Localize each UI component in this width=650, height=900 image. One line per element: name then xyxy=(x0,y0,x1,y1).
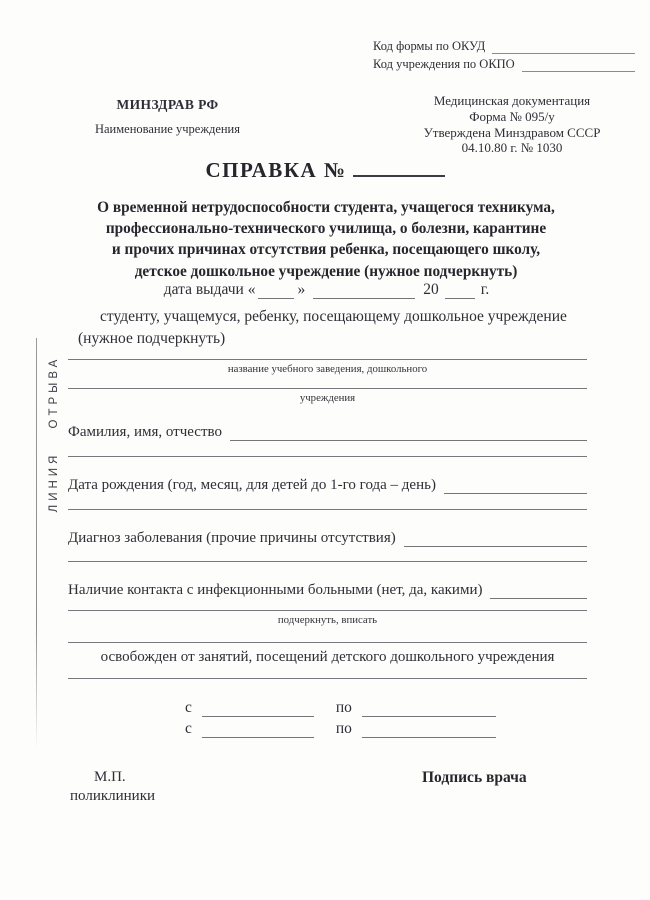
contact-caption: подчеркнуть, вписать xyxy=(277,614,378,626)
document-meta-block xyxy=(398,93,626,156)
tear-line-rule xyxy=(36,338,37,750)
period-from-blank xyxy=(202,722,314,738)
name-field-blank xyxy=(230,425,587,441)
issue-day-blank xyxy=(258,283,294,299)
period-to-blank xyxy=(362,722,496,738)
recipient-paragraph: студенту, учащемуся, ребенку, посещающему дошкольное учреждение (нужное подчеркнуть) xyxy=(78,308,567,347)
issue-date-row xyxy=(68,281,585,299)
diagnosis-field-blank xyxy=(404,531,587,547)
okpo-code-blank xyxy=(522,57,635,72)
period-from-blank xyxy=(202,701,314,717)
okud-code-label: Код формы по ОКУД xyxy=(373,39,486,53)
ruled-line xyxy=(68,561,587,562)
diagnosis-field-label: Диагноз заболевания (прочие причины отсутствия) xyxy=(68,530,396,546)
release-statement: освобожден от занятий, посещений детского дошкольного учреждения xyxy=(100,649,555,665)
ruled-line xyxy=(68,456,587,457)
diagnosis-field-row xyxy=(68,530,587,547)
issue-year-blank xyxy=(445,283,475,299)
okpo-code-row xyxy=(373,57,635,72)
ruled-line xyxy=(68,509,587,510)
period-from-label: с xyxy=(185,720,192,737)
period-row-2 xyxy=(185,720,496,738)
institution-caption-line2: учреждения xyxy=(299,392,356,404)
form-title-label: СПРАВКА № xyxy=(205,158,347,182)
certificate-number-blank xyxy=(353,156,445,177)
open-quote: « xyxy=(247,281,256,298)
ruled-line xyxy=(68,678,587,679)
issue-month-blank xyxy=(313,283,415,299)
okud-code-row xyxy=(373,39,635,54)
subject-line: О временной нетрудоспособности студента, учащегося техникума, xyxy=(97,199,555,216)
subject-line: и прочих причинах отсутствия ребенка, посещающего школу, xyxy=(111,241,541,259)
form-title xyxy=(0,156,650,183)
year-suffix: г. xyxy=(480,281,490,298)
period-to-blank xyxy=(362,701,496,717)
subject-line: детское дошкольное учреждение (нужное подчеркнуть) xyxy=(134,262,518,280)
meta-line: 04.10.80 г. № 1030 xyxy=(461,140,563,156)
issuer-block xyxy=(70,97,265,137)
period-row-1 xyxy=(185,699,496,717)
institution-caption-line1: название учебного заведения, дошкольного xyxy=(227,363,428,375)
meta-line: Утверждена Минздравом СССР xyxy=(423,124,601,140)
ministry-name: МИНЗДРАВ РФ xyxy=(116,97,219,112)
period-from-label: с xyxy=(185,699,192,716)
doctor-signature-label: Подпись врача xyxy=(422,769,527,786)
period-to-label: по xyxy=(335,720,352,737)
close-quote: » xyxy=(297,281,306,298)
okud-code-blank xyxy=(492,39,635,54)
ruled-line xyxy=(68,642,587,643)
birth-field-blank xyxy=(444,478,587,494)
contact-field-row xyxy=(68,582,587,599)
subject-line: профессионально-технического училища, о болезни, карантине xyxy=(105,220,547,238)
okpo-code-label: Код учреждения по ОКПО xyxy=(373,57,515,71)
ruled-line xyxy=(68,610,587,611)
issue-date-label: дата выдачи xyxy=(163,281,244,298)
stamp-abbr: М.П. xyxy=(94,769,126,785)
codes-block xyxy=(373,39,635,75)
period-to-label: по xyxy=(335,699,352,716)
stamp-clinic: поликлиники xyxy=(70,788,156,804)
name-field-row xyxy=(68,424,587,441)
ruled-line xyxy=(68,388,587,389)
stamp-block xyxy=(70,768,155,806)
contact-field-blank xyxy=(490,583,587,599)
year-prefix: 20 xyxy=(423,281,439,298)
birth-field-label: Дата рождения (год, месяц, для детей до 1-го года – день) xyxy=(68,477,436,493)
name-field-label: Фамилия, имя, отчество xyxy=(68,424,222,440)
contact-field-label: Наличие контакта с инфекционными больными (нет, да, какими) xyxy=(68,582,483,598)
form-subject xyxy=(66,197,586,282)
institution-caption: Наименование учреждения xyxy=(94,122,240,136)
ruled-line xyxy=(68,359,587,360)
meta-line: Медицинская документация xyxy=(433,93,591,108)
birth-field-row xyxy=(68,477,587,494)
tear-line-label: ЛИНИЯ ОТРЫВА xyxy=(48,355,60,513)
meta-line: Форма № 095/у xyxy=(469,108,555,124)
